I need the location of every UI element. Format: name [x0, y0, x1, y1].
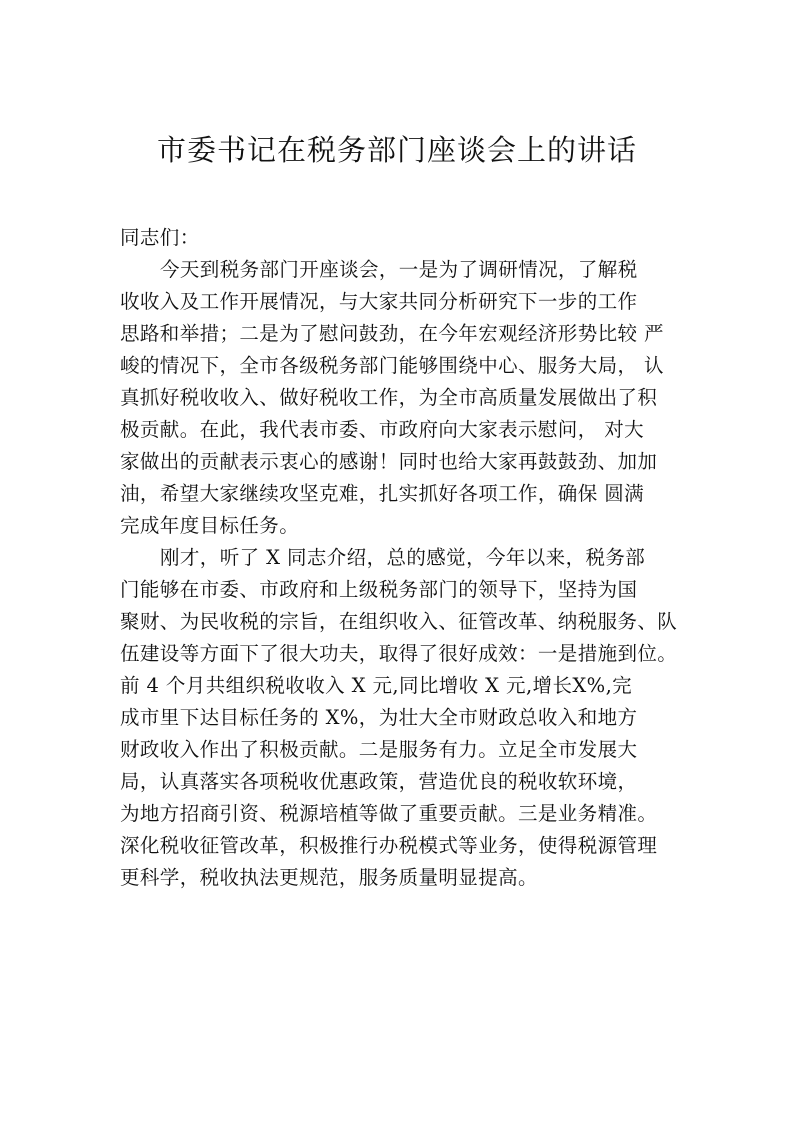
paragraph-2-line-7: 财政收入作出了积极贡献。二是服务有力。立足全市发展大 [120, 738, 638, 761]
paragraph-1-line-1: 今天到税务部门开座谈会，一是为了调研情况，了解税 [160, 258, 638, 281]
document-body [120, 222, 692, 894]
paragraph-2-line-11: 更科学，税收执法更规范，服务质量明显提高。 [120, 866, 538, 889]
salutation: 同志们： [120, 226, 200, 249]
paragraph-1-line-5: 真抓好税收收入、做好税收工作，为全市高质量发展做出了积 [120, 386, 658, 409]
paragraph-2-line-2: 门能够在市委、市政府和上级税务部门的领导下，坚持为国 [120, 578, 638, 601]
document-title: 市委书记在税务部门座谈会上的讲话 [156, 133, 637, 167]
paragraph-1-line-7: 家做出的贡献表示衷心的感谢！同时也给大家再鼓鼓劲、加加 [120, 450, 658, 473]
paragraph-2-line-10: 深化税收征管改革，积极推行办税模式等业务，使得税源管理 [120, 834, 658, 857]
paragraph-2-line-9: 为地方招商引资、税源培植等做了重要贡献。三是业务精准。 [120, 802, 658, 825]
paragraph-2-line-8: 局，认真落实各项税收优惠政策，营造优良的税收软环境， [120, 770, 638, 793]
paragraph-2-line-1: 刚才，听了 X 同志介绍，总的感觉，今年以来，税务部 [160, 546, 646, 569]
paragraph-2-line-5: 前 4 个月共组织税收收入 X 元,同比增收 X 元,增长X%,完 [120, 674, 633, 697]
paragraph-1-line-6: 极贡献。在此，我代表市委、市政府向大家表示慰问， 对大 [120, 418, 644, 441]
paragraph-1-line-2: 收收入及工作开展情况，与大家共同分析研究下一步的工作 [120, 290, 638, 313]
paragraph-1-line-9: 完成年度目标任务。 [120, 514, 300, 537]
paragraph-2-line-3: 聚财、为民收税的宗旨，在组织收入、征管改革、纳税服务、队 [120, 610, 678, 633]
paragraph-1-line-4: 峻的情况下，全市各级税务部门能够围绕中心、服务大局， 认 [120, 354, 664, 377]
paragraph-1-line-8: 油，希望大家继续攻坚克难，扎实抓好各项工作，确保 圆满 [120, 482, 644, 505]
paragraph-2-line-6: 成市里下达目标任务的 X%，为壮大全市财政总收入和地方 [120, 706, 638, 729]
paragraph-1-line-3: 思路和举措；二是为了慰问鼓劲，在今年宏观经济形势比较 严 [120, 322, 664, 345]
paragraph-2-line-4: 伍建设等方面下了很大功夫，取得了很好成效：一是措施到位。 [120, 642, 678, 665]
